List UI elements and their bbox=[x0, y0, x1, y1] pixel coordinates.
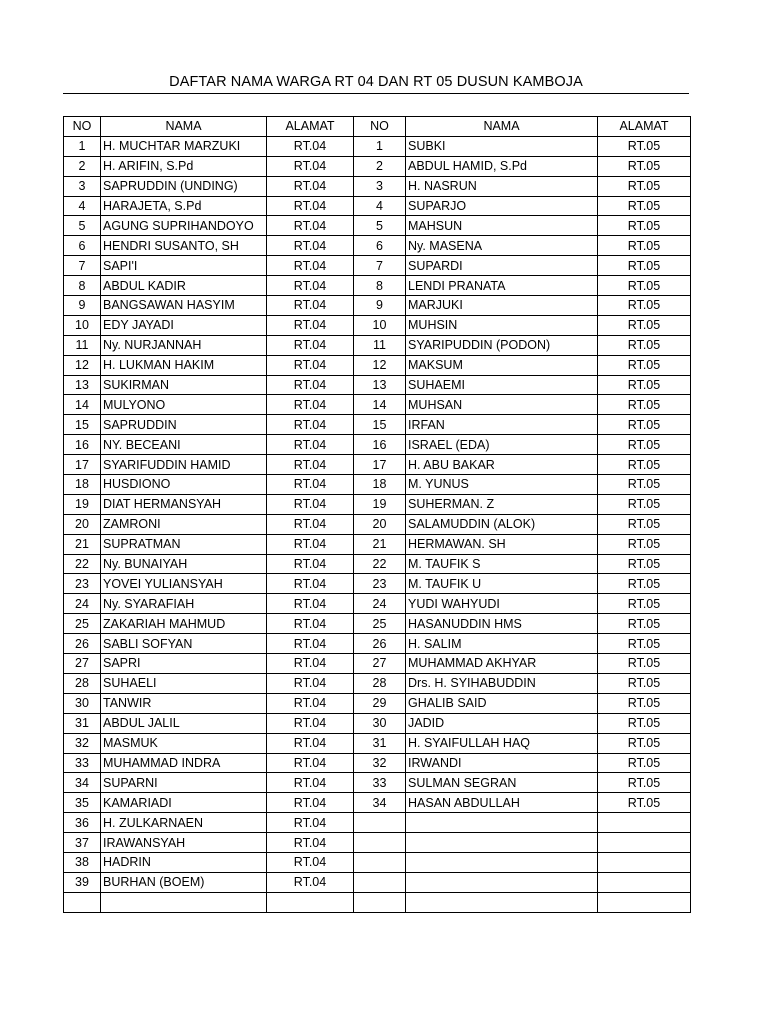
table-row bbox=[64, 475, 691, 495]
cell-no-rt05: 7 bbox=[354, 256, 406, 276]
cell-no-rt05: 17 bbox=[354, 455, 406, 475]
cell-alamat-rt05: RT.05 bbox=[598, 156, 691, 176]
cell-alamat-rt04: RT.04 bbox=[267, 455, 354, 475]
table-row bbox=[64, 296, 691, 316]
cell-nama-rt05: MUHAMMAD AKHYAR bbox=[406, 654, 598, 674]
cell-alamat-rt04: RT.04 bbox=[267, 574, 354, 594]
cell-alamat-rt04: RT.04 bbox=[267, 176, 354, 196]
cell-no-rt05: 27 bbox=[354, 654, 406, 674]
header-nama-rt05: NAMA bbox=[406, 117, 598, 137]
cell-nama-rt04: HUSDIONO bbox=[101, 475, 267, 495]
cell-no-rt04: 28 bbox=[64, 673, 101, 693]
cell-alamat-rt05: RT.05 bbox=[598, 276, 691, 296]
cell-nama-rt05: SUBKI bbox=[406, 136, 598, 156]
cell-alamat-rt05: RT.05 bbox=[598, 594, 691, 614]
cell-no-rt04: 39 bbox=[64, 872, 101, 892]
table-row bbox=[64, 534, 691, 554]
cell-alamat-rt05: RT.05 bbox=[598, 514, 691, 534]
cell-nama-rt04: SAPI'I bbox=[101, 256, 267, 276]
cell-nama-rt05: HERMAWAN. SH bbox=[406, 534, 598, 554]
cell-nama-rt05: YUDI WAHYUDI bbox=[406, 594, 598, 614]
cell-no-rt04: 15 bbox=[64, 415, 101, 435]
cell-alamat-rt04: RT.04 bbox=[267, 256, 354, 276]
cell-no-rt04: 22 bbox=[64, 554, 101, 574]
cell-nama-rt05: SUPARDI bbox=[406, 256, 598, 276]
cell-alamat-rt05: RT.05 bbox=[598, 296, 691, 316]
cell-nama-rt04: SUPARNI bbox=[101, 773, 267, 793]
cell-nama-rt04: YOVEI YULIANSYAH bbox=[101, 574, 267, 594]
cell-no-rt04: 12 bbox=[64, 355, 101, 375]
cell-nama-rt04: MULYONO bbox=[101, 395, 267, 415]
cell-alamat-rt04: RT.04 bbox=[267, 296, 354, 316]
cell-nama-rt04: ABDUL JALIL bbox=[101, 713, 267, 733]
table-row bbox=[64, 554, 691, 574]
resident-table bbox=[63, 116, 691, 913]
cell-nama-rt05: ISRAEL (EDA) bbox=[406, 435, 598, 455]
cell-alamat-rt05: RT.05 bbox=[598, 136, 691, 156]
table-row bbox=[64, 733, 691, 753]
table-row bbox=[64, 594, 691, 614]
cell-alamat-rt04: RT.04 bbox=[267, 494, 354, 514]
cell-nama-rt04: BANGSAWAN HASYIM bbox=[101, 296, 267, 316]
cell-alamat-rt05: RT.05 bbox=[598, 673, 691, 693]
cell-no-rt05: 12 bbox=[354, 355, 406, 375]
cell-nama-rt05 bbox=[406, 813, 598, 833]
cell-alamat-rt04: RT.04 bbox=[267, 872, 354, 892]
cell-nama-rt04: H. MUCHTAR MARZUKI bbox=[101, 136, 267, 156]
cell-alamat-rt04: RT.04 bbox=[267, 395, 354, 415]
cell-alamat-rt04: RT.04 bbox=[267, 733, 354, 753]
cell-nama-rt04: SAPRI bbox=[101, 654, 267, 674]
cell-nama-rt04: IRAWANSYAH bbox=[101, 833, 267, 853]
table-row bbox=[64, 236, 691, 256]
cell-nama-rt05: LENDI PRANATA bbox=[406, 276, 598, 296]
cell-alamat-rt04: RT.04 bbox=[267, 594, 354, 614]
cell-no-rt04: 34 bbox=[64, 773, 101, 793]
table-row bbox=[64, 753, 691, 773]
cell-nama-rt05: Ny. MASENA bbox=[406, 236, 598, 256]
cell-alamat-rt05: RT.05 bbox=[598, 534, 691, 554]
cell-alamat-rt05 bbox=[598, 813, 691, 833]
cell-no-rt04: 3 bbox=[64, 176, 101, 196]
cell-nama-rt05: M. YUNUS bbox=[406, 475, 598, 495]
cell-nama-rt05: GHALIB SAID bbox=[406, 693, 598, 713]
header-no-rt05: NO bbox=[354, 117, 406, 137]
cell-no-rt04: 33 bbox=[64, 753, 101, 773]
cell-alamat-rt05: RT.05 bbox=[598, 455, 691, 475]
cell-nama-rt05: M. TAUFIK U bbox=[406, 574, 598, 594]
cell-nama-rt05: IRFAN bbox=[406, 415, 598, 435]
cell-alamat-rt05: RT.05 bbox=[598, 415, 691, 435]
cell-nama-rt05 bbox=[406, 833, 598, 853]
table-row bbox=[64, 156, 691, 176]
cell-nama-rt05: SUHERMAN. Z bbox=[406, 494, 598, 514]
cell-alamat-rt04: RT.04 bbox=[267, 673, 354, 693]
cell-no-rt04: 17 bbox=[64, 455, 101, 475]
cell-alamat-rt05: RT.05 bbox=[598, 395, 691, 415]
cell-alamat-rt04: RT.04 bbox=[267, 793, 354, 813]
cell-nama-rt05: MAHSUN bbox=[406, 216, 598, 236]
cell-no-rt05: 2 bbox=[354, 156, 406, 176]
table-row bbox=[64, 852, 691, 872]
cell-nama-rt05: M. TAUFIK S bbox=[406, 554, 598, 574]
cell-no-rt05: 11 bbox=[354, 335, 406, 355]
cell-nama-rt05: SALAMUDDIN (ALOK) bbox=[406, 514, 598, 534]
table-header-row bbox=[64, 117, 691, 137]
cell-no-rt05 bbox=[354, 872, 406, 892]
cell-no-rt05 bbox=[354, 892, 406, 912]
table-row bbox=[64, 673, 691, 693]
cell-no-rt04 bbox=[64, 892, 101, 912]
cell-no-rt05: 16 bbox=[354, 435, 406, 455]
cell-no-rt04: 23 bbox=[64, 574, 101, 594]
cell-alamat-rt04: RT.04 bbox=[267, 554, 354, 574]
table-row bbox=[64, 634, 691, 654]
cell-no-rt04: 14 bbox=[64, 395, 101, 415]
cell-nama-rt05: MUHSAN bbox=[406, 395, 598, 415]
table-row bbox=[64, 276, 691, 296]
cell-alamat-rt04: RT.04 bbox=[267, 236, 354, 256]
cell-nama-rt04: KAMARIADI bbox=[101, 793, 267, 813]
cell-nama-rt04: H. LUKMAN HAKIM bbox=[101, 355, 267, 375]
cell-no-rt05 bbox=[354, 813, 406, 833]
cell-no-rt04: 37 bbox=[64, 833, 101, 853]
cell-nama-rt05: H. SYAIFULLAH HAQ bbox=[406, 733, 598, 753]
cell-nama-rt05: HASAN ABDULLAH bbox=[406, 793, 598, 813]
cell-no-rt05: 34 bbox=[354, 793, 406, 813]
cell-alamat-rt05: RT.05 bbox=[598, 236, 691, 256]
cell-no-rt05: 24 bbox=[354, 594, 406, 614]
table-row bbox=[64, 654, 691, 674]
cell-alamat-rt04: RT.04 bbox=[267, 415, 354, 435]
table-row bbox=[64, 773, 691, 793]
cell-alamat-rt04: RT.04 bbox=[267, 693, 354, 713]
cell-no-rt05: 8 bbox=[354, 276, 406, 296]
table-row bbox=[64, 494, 691, 514]
cell-no-rt04: 24 bbox=[64, 594, 101, 614]
cell-no-rt05: 10 bbox=[354, 315, 406, 335]
table-row bbox=[64, 176, 691, 196]
cell-alamat-rt05: RT.05 bbox=[598, 256, 691, 276]
cell-alamat-rt04: RT.04 bbox=[267, 136, 354, 156]
cell-nama-rt04: HENDRI SUSANTO, SH bbox=[101, 236, 267, 256]
table-row bbox=[64, 395, 691, 415]
table-row bbox=[64, 693, 691, 713]
cell-alamat-rt05: RT.05 bbox=[598, 654, 691, 674]
cell-no-rt05: 30 bbox=[354, 713, 406, 733]
cell-nama-rt04: SUPRATMAN bbox=[101, 534, 267, 554]
table-row bbox=[64, 375, 691, 395]
cell-no-rt04: 18 bbox=[64, 475, 101, 495]
cell-alamat-rt04: RT.04 bbox=[267, 196, 354, 216]
cell-no-rt05: 13 bbox=[354, 375, 406, 395]
cell-nama-rt04: H. ZULKARNAEN bbox=[101, 813, 267, 833]
cell-alamat-rt05: RT.05 bbox=[598, 375, 691, 395]
cell-no-rt04: 26 bbox=[64, 634, 101, 654]
cell-no-rt05: 25 bbox=[354, 614, 406, 634]
table-row bbox=[64, 256, 691, 276]
cell-nama-rt04: AGUNG SUPRIHANDOYO bbox=[101, 216, 267, 236]
cell-nama-rt04: MUHAMMAD INDRA bbox=[101, 753, 267, 773]
cell-alamat-rt05: RT.05 bbox=[598, 435, 691, 455]
cell-nama-rt04: SUHAELI bbox=[101, 673, 267, 693]
cell-no-rt04: 20 bbox=[64, 514, 101, 534]
cell-alamat-rt04: RT.04 bbox=[267, 753, 354, 773]
cell-no-rt05: 33 bbox=[354, 773, 406, 793]
cell-no-rt05: 20 bbox=[354, 514, 406, 534]
cell-no-rt04: 31 bbox=[64, 713, 101, 733]
cell-no-rt05: 23 bbox=[354, 574, 406, 594]
cell-nama-rt04: Ny. SYARAFIAH bbox=[101, 594, 267, 614]
cell-no-rt04: 4 bbox=[64, 196, 101, 216]
cell-alamat-rt05: RT.05 bbox=[598, 554, 691, 574]
cell-nama-rt04: ZAKARIAH MAHMUD bbox=[101, 614, 267, 634]
table-row bbox=[64, 216, 691, 236]
table-row bbox=[64, 196, 691, 216]
cell-alamat-rt04: RT.04 bbox=[267, 435, 354, 455]
cell-no-rt05: 28 bbox=[354, 673, 406, 693]
cell-no-rt05: 6 bbox=[354, 236, 406, 256]
cell-alamat-rt04: RT.04 bbox=[267, 852, 354, 872]
cell-nama-rt05: SULMAN SEGRAN bbox=[406, 773, 598, 793]
cell-alamat-rt05: RT.05 bbox=[598, 176, 691, 196]
cell-alamat-rt05: RT.05 bbox=[598, 355, 691, 375]
table-row bbox=[64, 136, 691, 156]
cell-nama-rt04: TANWIR bbox=[101, 693, 267, 713]
cell-alamat-rt05: RT.05 bbox=[598, 494, 691, 514]
cell-nama-rt05: SUHAEMI bbox=[406, 375, 598, 395]
cell-nama-rt04: HARAJETA, S.Pd bbox=[101, 196, 267, 216]
table-row bbox=[64, 813, 691, 833]
cell-alamat-rt04: RT.04 bbox=[267, 156, 354, 176]
cell-no-rt05: 14 bbox=[354, 395, 406, 415]
cell-alamat-rt05: RT.05 bbox=[598, 693, 691, 713]
cell-no-rt04: 6 bbox=[64, 236, 101, 256]
cell-nama-rt04: H. ARIFIN, S.Pd bbox=[101, 156, 267, 176]
table-row bbox=[64, 435, 691, 455]
cell-nama-rt04: BURHAN (BOEM) bbox=[101, 872, 267, 892]
cell-nama-rt04: Ny. NURJANNAH bbox=[101, 335, 267, 355]
cell-alamat-rt04: RT.04 bbox=[267, 216, 354, 236]
cell-no-rt04: 16 bbox=[64, 435, 101, 455]
cell-no-rt04: 30 bbox=[64, 693, 101, 713]
cell-no-rt05: 31 bbox=[354, 733, 406, 753]
cell-nama-rt04: EDY JAYADI bbox=[101, 315, 267, 335]
cell-no-rt05: 29 bbox=[354, 693, 406, 713]
cell-alamat-rt04: RT.04 bbox=[267, 375, 354, 395]
cell-alamat-rt05: RT.05 bbox=[598, 574, 691, 594]
cell-alamat-rt04: RT.04 bbox=[267, 534, 354, 554]
cell-no-rt05: 9 bbox=[354, 296, 406, 316]
cell-nama-rt05: MUHSIN bbox=[406, 315, 598, 335]
cell-nama-rt04: DIAT HERMANSYAH bbox=[101, 494, 267, 514]
cell-nama-rt04: NY. BECEANI bbox=[101, 435, 267, 455]
cell-alamat-rt04: RT.04 bbox=[267, 614, 354, 634]
cell-no-rt05: 19 bbox=[354, 494, 406, 514]
cell-no-rt05 bbox=[354, 852, 406, 872]
table-row bbox=[64, 355, 691, 375]
cell-alamat-rt04: RT.04 bbox=[267, 833, 354, 853]
cell-nama-rt05: HASANUDDIN HMS bbox=[406, 614, 598, 634]
cell-no-rt05: 1 bbox=[354, 136, 406, 156]
cell-alamat-rt05: RT.05 bbox=[598, 335, 691, 355]
header-no-rt04: NO bbox=[64, 117, 101, 137]
cell-no-rt04: 21 bbox=[64, 534, 101, 554]
cell-alamat-rt05: RT.05 bbox=[598, 614, 691, 634]
cell-no-rt05: 15 bbox=[354, 415, 406, 435]
cell-nama-rt05: MARJUKI bbox=[406, 296, 598, 316]
table-row bbox=[64, 415, 691, 435]
cell-alamat-rt05 bbox=[598, 833, 691, 853]
cell-alamat-rt05: RT.05 bbox=[598, 216, 691, 236]
cell-no-rt05: 26 bbox=[354, 634, 406, 654]
cell-alamat-rt05: RT.05 bbox=[598, 196, 691, 216]
table-row bbox=[64, 574, 691, 594]
cell-nama-rt04: HADRIN bbox=[101, 852, 267, 872]
cell-alamat-rt04: RT.04 bbox=[267, 634, 354, 654]
cell-nama-rt04: SAPRUDDIN bbox=[101, 415, 267, 435]
cell-nama-rt05: JADID bbox=[406, 713, 598, 733]
table-row bbox=[64, 335, 691, 355]
cell-alamat-rt04: RT.04 bbox=[267, 654, 354, 674]
cell-alamat-rt04: RT.04 bbox=[267, 276, 354, 296]
table-row bbox=[64, 892, 691, 912]
cell-alamat-rt04: RT.04 bbox=[267, 335, 354, 355]
cell-nama-rt04: SAPRUDDIN (UNDING) bbox=[101, 176, 267, 196]
page-title: DAFTAR NAMA WARGA RT 04 DAN RT 05 DUSUN KAMBOJA bbox=[169, 74, 583, 90]
cell-no-rt05: 22 bbox=[354, 554, 406, 574]
cell-no-rt05 bbox=[354, 833, 406, 853]
cell-alamat-rt05: RT.05 bbox=[598, 475, 691, 495]
table-row bbox=[64, 514, 691, 534]
cell-nama-rt05 bbox=[406, 852, 598, 872]
cell-nama-rt04: Ny. BUNAIYAH bbox=[101, 554, 267, 574]
cell-nama-rt04: ZAMRONI bbox=[101, 514, 267, 534]
cell-alamat-rt04: RT.04 bbox=[267, 713, 354, 733]
cell-alamat-rt05: RT.05 bbox=[598, 634, 691, 654]
cell-nama-rt05: ABDUL HAMID, S.Pd bbox=[406, 156, 598, 176]
cell-nama-rt04: MASMUK bbox=[101, 733, 267, 753]
cell-no-rt04: 13 bbox=[64, 375, 101, 395]
cell-nama-rt05 bbox=[406, 872, 598, 892]
table-row bbox=[64, 315, 691, 335]
cell-alamat-rt05: RT.05 bbox=[598, 713, 691, 733]
table-row bbox=[64, 872, 691, 892]
cell-no-rt04: 32 bbox=[64, 733, 101, 753]
cell-no-rt04: 27 bbox=[64, 654, 101, 674]
cell-nama-rt05: MAKSUM bbox=[406, 355, 598, 375]
cell-no-rt04: 10 bbox=[64, 315, 101, 335]
cell-no-rt04: 1 bbox=[64, 136, 101, 156]
cell-no-rt04: 11 bbox=[64, 335, 101, 355]
cell-alamat-rt05: RT.05 bbox=[598, 793, 691, 813]
table-row bbox=[64, 455, 691, 475]
cell-no-rt04: 5 bbox=[64, 216, 101, 236]
cell-nama-rt05: SYARIPUDDIN (PODON) bbox=[406, 335, 598, 355]
cell-alamat-rt05: RT.05 bbox=[598, 753, 691, 773]
cell-no-rt05: 4 bbox=[354, 196, 406, 216]
cell-nama-rt05 bbox=[406, 892, 598, 912]
cell-alamat-rt04: RT.04 bbox=[267, 773, 354, 793]
cell-nama-rt05: H. NASRUN bbox=[406, 176, 598, 196]
cell-no-rt05: 3 bbox=[354, 176, 406, 196]
cell-nama-rt04: SABLI SOFYAN bbox=[101, 634, 267, 654]
cell-alamat-rt05 bbox=[598, 872, 691, 892]
cell-no-rt04: 35 bbox=[64, 793, 101, 813]
cell-alamat-rt04: RT.04 bbox=[267, 514, 354, 534]
cell-no-rt05: 18 bbox=[354, 475, 406, 495]
header-alamat-rt05: ALAMAT bbox=[598, 117, 691, 137]
cell-no-rt05: 32 bbox=[354, 753, 406, 773]
cell-no-rt04: 2 bbox=[64, 156, 101, 176]
cell-nama-rt05: SUPARJO bbox=[406, 196, 598, 216]
cell-no-rt05: 21 bbox=[354, 534, 406, 554]
header-nama-rt04: NAMA bbox=[101, 117, 267, 137]
cell-nama-rt05: H. ABU BAKAR bbox=[406, 455, 598, 475]
cell-alamat-rt04: RT.04 bbox=[267, 813, 354, 833]
cell-no-rt04: 8 bbox=[64, 276, 101, 296]
table-row bbox=[64, 614, 691, 634]
cell-alamat-rt04: RT.04 bbox=[267, 475, 354, 495]
cell-nama-rt04: SUKIRMAN bbox=[101, 375, 267, 395]
cell-no-rt04: 36 bbox=[64, 813, 101, 833]
cell-nama-rt05: H. SALIM bbox=[406, 634, 598, 654]
table-row bbox=[64, 793, 691, 813]
cell-alamat-rt05: RT.05 bbox=[598, 773, 691, 793]
cell-no-rt04: 7 bbox=[64, 256, 101, 276]
cell-alamat-rt05 bbox=[598, 852, 691, 872]
cell-nama-rt04: SYARIFUDDIN HAMID bbox=[101, 455, 267, 475]
cell-alamat-rt04 bbox=[267, 892, 354, 912]
cell-nama-rt05: IRWANDI bbox=[406, 753, 598, 773]
cell-no-rt05: 5 bbox=[354, 216, 406, 236]
cell-alamat-rt04: RT.04 bbox=[267, 315, 354, 335]
cell-no-rt04: 9 bbox=[64, 296, 101, 316]
cell-no-rt04: 19 bbox=[64, 494, 101, 514]
cell-alamat-rt05: RT.05 bbox=[598, 733, 691, 753]
cell-nama-rt05: Drs. H. SYIHABUDDIN bbox=[406, 673, 598, 693]
cell-alamat-rt04: RT.04 bbox=[267, 355, 354, 375]
cell-alamat-rt05: RT.05 bbox=[598, 315, 691, 335]
cell-nama-rt04 bbox=[101, 892, 267, 912]
table-row bbox=[64, 713, 691, 733]
cell-no-rt04: 38 bbox=[64, 852, 101, 872]
title-underline bbox=[63, 93, 689, 94]
cell-nama-rt04: ABDUL KADIR bbox=[101, 276, 267, 296]
table-row bbox=[64, 833, 691, 853]
cell-no-rt04: 25 bbox=[64, 614, 101, 634]
cell-alamat-rt05 bbox=[598, 892, 691, 912]
header-alamat-rt04: ALAMAT bbox=[267, 117, 354, 137]
